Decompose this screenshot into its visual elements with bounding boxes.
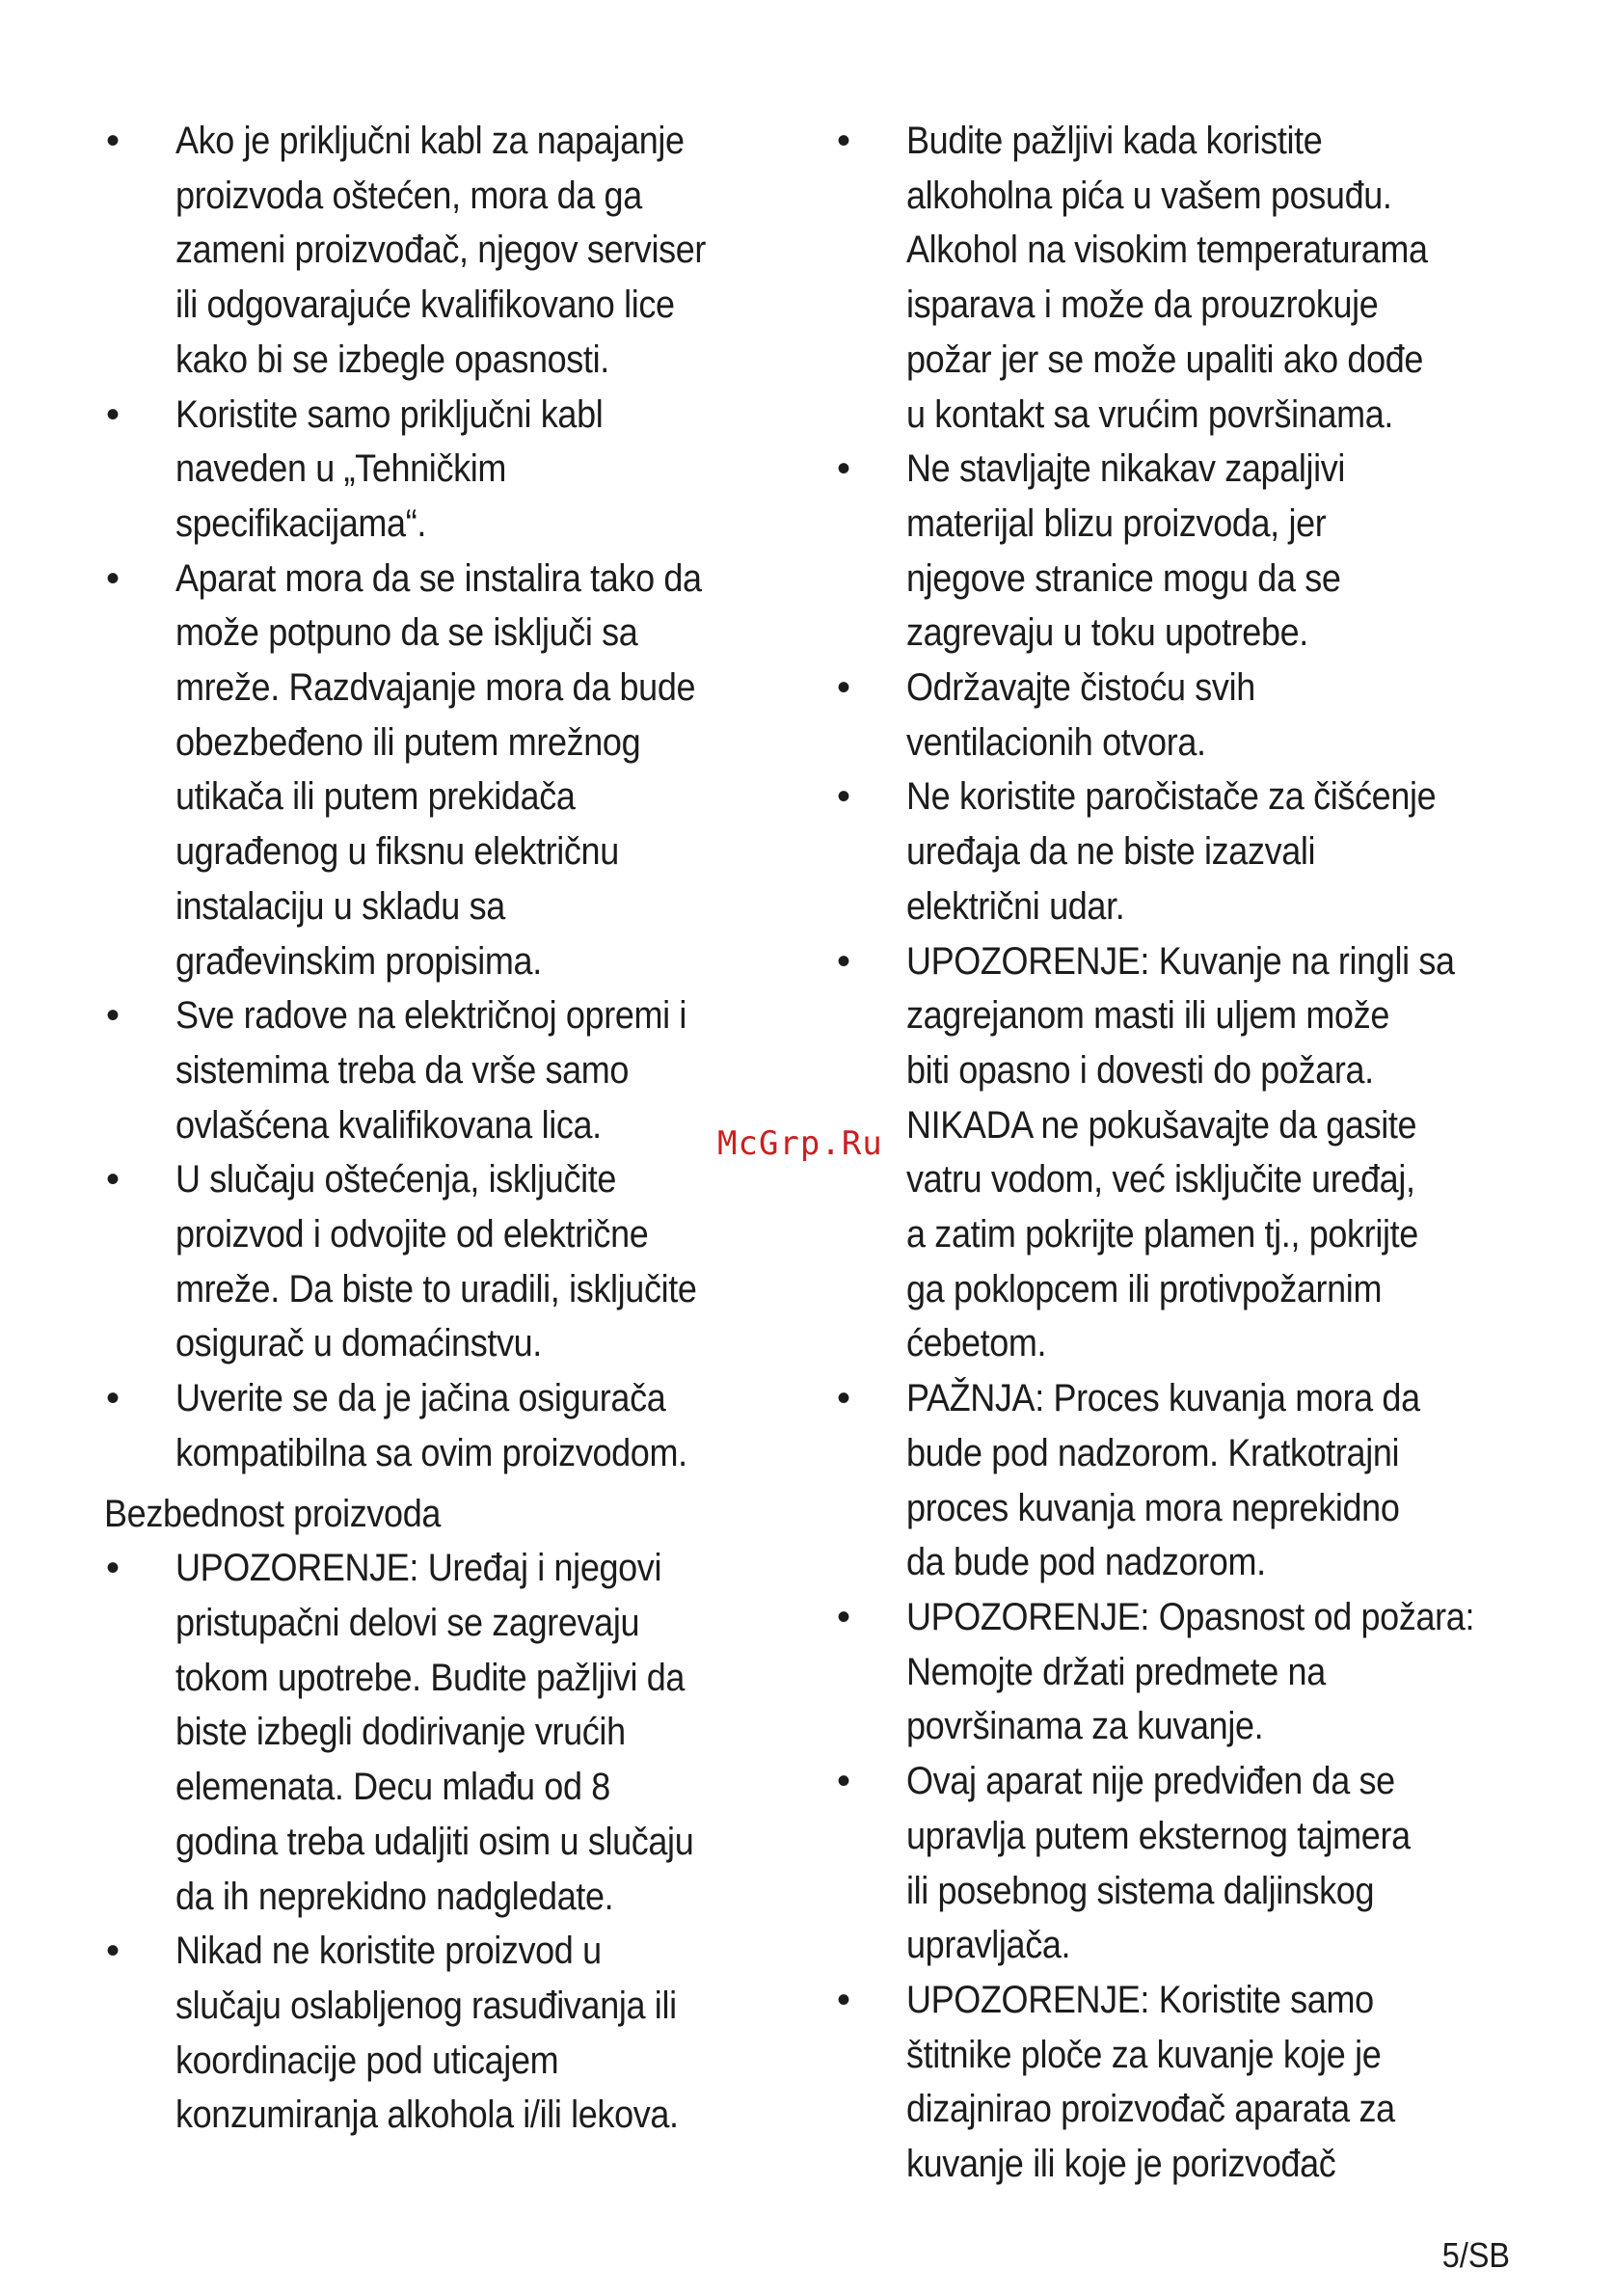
list-item-text — [175, 552, 718, 989]
text-line: U slučaju oštećenja, isključite — [175, 1158, 617, 1202]
text-line: Aparat mora da se instalira tako da — [175, 556, 702, 600]
text-line: upravlja putem eksternog tajmera — [906, 1814, 1411, 1857]
text-line: ovlašćena kvalifikovana lica. — [175, 1103, 602, 1147]
list-item — [104, 388, 779, 552]
text-line: pristupačni delovi se zagrevaju — [175, 1601, 640, 1644]
text-line: bude pod nadzorom. Kratkotrajni — [906, 1431, 1400, 1474]
text-line: Ovaj aparat nije predviđen da se — [906, 1760, 1395, 1803]
text-line: elemenata. Decu mlađu od 8 — [175, 1766, 610, 1809]
right-column — [835, 114, 1541, 2192]
text-line: specifikacijama“. — [175, 501, 426, 545]
text-line: Koristite samo priključni kabl — [175, 392, 604, 436]
text-line: električni udar. — [906, 884, 1125, 928]
text-line: UPOZORENJE: Uređaj i njegovi — [175, 1547, 662, 1590]
list-item — [104, 1924, 779, 2143]
text-line: ventilacionih otvora. — [906, 720, 1206, 764]
text-line: naveden u „Tehničkim — [175, 447, 506, 491]
text-line: slučaju oslabljenog rasuđivanja ili — [175, 1984, 677, 2027]
text-line: vatru vodom, već isključite uređaj, — [906, 1158, 1415, 1202]
text-line: mreže. Razdvajanje mora da bude — [175, 666, 696, 710]
list-item-text — [906, 1973, 1477, 2192]
text-line: kako bi se izbegle opasnosti. — [175, 338, 609, 381]
bullet-icon: • — [837, 1377, 851, 1420]
bullet-icon: • — [837, 120, 851, 162]
list-item-text — [906, 1754, 1477, 1973]
text-line: konzumiranja alkohola i/ili lekova. — [175, 2093, 679, 2137]
list-item — [835, 1590, 1541, 1754]
text-line: njegove stranice mogu da se — [906, 556, 1341, 600]
section-heading: Bezbednost proizvoda — [104, 1492, 442, 1535]
text-line: PAŽNJA: Proces kuvanja mora da — [906, 1377, 1420, 1420]
bullet-list — [104, 1541, 779, 2143]
text-line: biti opasno i dovesti do požara. — [906, 1048, 1374, 1092]
text-line: UPOZORENJE: Koristite samo — [906, 1978, 1374, 2021]
text-line: alkoholna pića u vašem posuđu. — [906, 174, 1392, 217]
text-line: požar jer se može upaliti ako dođe — [906, 338, 1424, 381]
text-line: Nikad ne koristite proizvod u — [175, 1930, 602, 1973]
list-item-text — [175, 1152, 718, 1371]
list-item-text — [175, 988, 718, 1152]
list-item-text — [906, 770, 1477, 933]
text-line: biste izbegli dodirivanje vrućih — [175, 1711, 626, 1754]
list-item — [835, 1973, 1541, 2192]
text-line: Sve radove na električnoj opremi i — [175, 994, 687, 1038]
text-line: u kontakt sa vrućim površinama. — [906, 392, 1394, 436]
text-line: proizvod i odvojite od električne — [175, 1213, 649, 1256]
bullet-icon: • — [106, 1547, 121, 1590]
text-line: proces kuvanja mora neprekidno — [906, 1486, 1400, 1529]
text-line: instalaciju u skladu sa — [175, 884, 505, 928]
text-line: da bude pod nadzorom. — [906, 1541, 1266, 1584]
text-line: a zatim pokrijte plamen tj., pokrijte — [906, 1213, 1418, 1256]
text-line: ga poklopcem ili protivpožarnim — [906, 1267, 1383, 1310]
list-item — [835, 442, 1541, 661]
text-line: upravljača. — [906, 1924, 1071, 1967]
left-column — [104, 114, 779, 2143]
list-item — [104, 114, 779, 388]
text-line: Ne stavljajte nikakav zapaljivi — [906, 447, 1346, 491]
text-line: utikača ili putem prekidača — [175, 775, 576, 819]
text-line: Ne koristite paročistače za čišćenje — [906, 775, 1437, 819]
list-item — [104, 988, 779, 1152]
text-line: Alkohol na visokim temperaturama — [906, 229, 1428, 272]
bullet-icon: • — [837, 939, 851, 983]
bullet-icon: • — [837, 447, 851, 491]
list-item-text — [906, 442, 1477, 661]
text-line: površinama za kuvanje. — [906, 1705, 1264, 1748]
text-line: UPOZORENJE: Opasnost od požara: — [906, 1595, 1475, 1638]
text-line: kompatibilna sa ovim proizvodom. — [175, 1431, 687, 1474]
list-item-text — [175, 114, 718, 388]
text-line: osigurač u domaćinstvu. — [175, 1322, 542, 1365]
list-item — [835, 1371, 1541, 1590]
list-item-text — [175, 1541, 718, 1924]
text-line: Uverite se da je jačina osigurača — [175, 1377, 666, 1420]
text-line: ili odgovarajuće kvalifikovano lice — [175, 284, 675, 327]
page-number: 5/SB — [1441, 2235, 1510, 2275]
watermark: McGrp.Ru — [717, 1124, 883, 1163]
text-line: zameni proizvođač, njegov serviser — [175, 229, 707, 272]
text-line: građevinskim propisima. — [175, 939, 542, 983]
list-item — [104, 1152, 779, 1371]
list-item-text — [906, 1371, 1477, 1590]
text-line: obezbeđeno ili putem mrežnog — [175, 720, 641, 764]
bullet-icon: • — [106, 120, 121, 162]
list-item — [104, 1371, 779, 1480]
text-line: Budite pažljivi kada koristite — [906, 120, 1323, 162]
list-item — [835, 114, 1541, 442]
bullet-list — [104, 114, 779, 1481]
list-item — [104, 1541, 779, 1924]
bullet-icon: • — [837, 666, 851, 710]
text-line: proizvoda oštećen, mora da ga — [175, 174, 642, 217]
list-item — [835, 770, 1541, 933]
text-line: da ih neprekidno nadgledate. — [175, 1875, 614, 1918]
text-line: sistemima treba da vrše samo — [175, 1048, 630, 1092]
list-item-text — [175, 1371, 718, 1480]
text-line: koordinacije pod uticajem — [175, 2039, 559, 2082]
text-line: štitnike ploče za kuvanje koje je — [906, 2033, 1382, 2076]
text-line: isparava i može da prouzrokuje — [906, 284, 1379, 327]
list-item-text — [906, 661, 1477, 770]
list-item — [104, 552, 779, 989]
text-line: ili posebnog sistema daljinskog — [906, 1869, 1375, 1912]
text-line: materijal blizu proizvoda, jer — [906, 501, 1327, 545]
list-item — [835, 934, 1541, 1372]
bullet-icon: • — [837, 1760, 851, 1803]
list-item-text — [175, 1924, 718, 2143]
text-line: zagrejanom masti ili uljem može — [906, 994, 1390, 1038]
text-line: NIKADA ne pokušavajte da gasite — [906, 1103, 1417, 1147]
list-item-text — [906, 934, 1477, 1372]
text-line: Nemojte držati predmete na — [906, 1650, 1326, 1693]
text-line: može potpuno da se isključi sa — [175, 611, 638, 655]
text-line: dizajnirao proizvođač aparata za — [906, 2088, 1395, 2131]
bullet-icon: • — [837, 775, 851, 819]
bullet-icon: • — [106, 1930, 121, 1973]
list-item-text — [906, 114, 1477, 442]
text-line: ćebetom. — [906, 1322, 1047, 1365]
bullet-list — [835, 114, 1541, 2192]
text-line: tokom upotrebe. Budite pažljivi da — [175, 1656, 686, 1699]
bullet-icon: • — [837, 1978, 851, 2021]
bullet-icon: • — [106, 392, 121, 436]
bullet-icon: • — [106, 1158, 121, 1202]
list-item-text — [175, 388, 718, 552]
text-line: kuvanje ili koje je porizvođač — [906, 2143, 1336, 2186]
text-line: mreže. Da biste to uradili, isključite — [175, 1267, 697, 1310]
list-item-text — [906, 1590, 1477, 1754]
text-line: ugrađenog u fiksnu električnu — [175, 830, 619, 874]
text-line: uređaja da ne biste izazvali — [906, 830, 1316, 874]
bullet-icon: • — [837, 1595, 851, 1638]
bullet-icon: • — [106, 1377, 121, 1420]
bullet-icon: • — [106, 556, 121, 600]
text-line: Održavajte čistoću svih — [906, 666, 1255, 710]
list-item — [835, 1754, 1541, 1973]
text-line: UPOZORENJE: Kuvanje na ringli sa — [906, 939, 1455, 983]
text-line: godina treba udaljiti osim u slučaju — [175, 1820, 694, 1863]
bullet-icon: • — [106, 994, 121, 1038]
list-item — [835, 661, 1541, 770]
text-line: zagrevaju u toku upotrebe. — [906, 611, 1308, 655]
text-line: Ako je priključni kabl za napajanje — [175, 120, 685, 162]
